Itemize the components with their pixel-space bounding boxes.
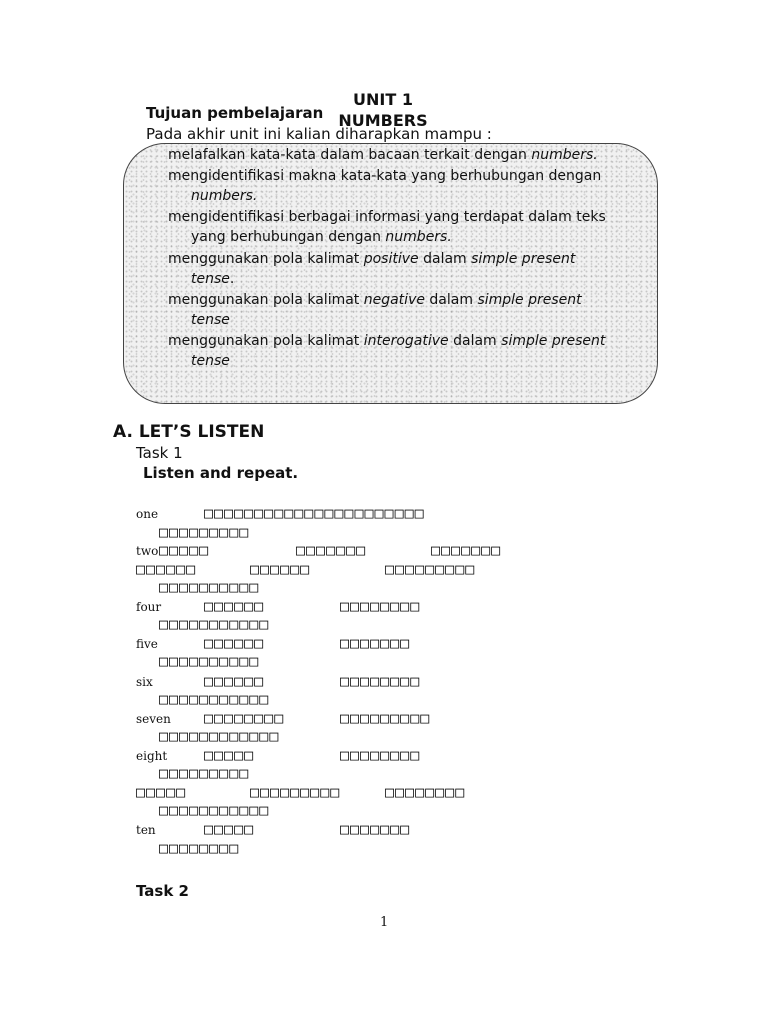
goal-item — [168, 331, 605, 371]
goal-text: dalam — [424, 292, 478, 308]
glyph-group: □□□□□□□□□□□ — [159, 801, 270, 819]
glyph-group: □□□□□□□ — [296, 541, 367, 559]
glyph-group: □□□□□□□□□ — [159, 523, 250, 541]
glyph-group: □□□□□□□□ — [159, 839, 240, 857]
goal-text: menggunakan pola kalimat — [168, 292, 364, 308]
glyph-group: □□□□□ — [204, 820, 255, 838]
glyph-group: □□□□□□ — [204, 672, 265, 690]
goal-term: negative — [363, 292, 425, 308]
glyph-group: □□□□□□□□□□□ — [159, 690, 270, 708]
page-number: 1 — [380, 915, 389, 930]
number-label-six: six — [136, 675, 153, 689]
glyph-group: □□□□□□□□□ — [159, 764, 250, 782]
goal-term: simple present — [501, 333, 606, 349]
goal-continuation — [168, 227, 606, 247]
glyph-group: □□□□□□□□ — [385, 783, 466, 801]
glyph-group: □□□□□□□ — [431, 541, 502, 559]
goal-text: dalam — [448, 333, 502, 349]
glyph-group: □□□□□□ — [136, 560, 197, 578]
goal-text: menggunakan pola kalimat — [168, 333, 364, 349]
goal-term: simple present — [477, 292, 582, 308]
section-title: A. LET’S LISTEN — [113, 422, 265, 442]
objective-heading: Tujuan pembelajaran — [146, 104, 324, 122]
glyph-group: □□□□□□□□ — [340, 746, 421, 764]
goal-item — [168, 207, 606, 247]
goal-term: tense — [191, 353, 230, 369]
number-label-two: two — [136, 544, 159, 558]
glyph-group: □□□□□□□□□□□□□□□□□□□□□□ — [204, 504, 425, 522]
glyph-group: □□□□□□□ — [340, 820, 411, 838]
objective-intro: Pada akhir unit ini kalian diharapkan mampu : — [146, 125, 492, 143]
glyph-group: □□□□□□□□□□ — [159, 578, 260, 596]
goal-text: . — [229, 271, 235, 287]
glyph-group: □□□□□□□□□ — [385, 560, 476, 578]
number-label-four: four — [136, 600, 162, 614]
glyph-group: □□□□□ — [204, 746, 255, 764]
goal-text: dalam — [418, 251, 472, 267]
goal-item — [168, 145, 598, 165]
goal-text: mengidentifikasi makna kata-kata yang berhubungan dengan — [168, 168, 602, 184]
goal-text: menggunakan pola kalimat — [168, 251, 364, 267]
goal-term: numbers. — [531, 147, 598, 163]
unit-number: UNIT 1 — [353, 90, 413, 109]
task-1-instruction: Listen and repeat. — [143, 464, 299, 482]
goal-term: tense — [191, 312, 230, 328]
goal-term: positive — [363, 251, 419, 267]
number-label-one: one — [136, 507, 159, 521]
glyph-group: □□□□□□ — [250, 560, 311, 578]
goal-term: simple present — [471, 251, 576, 267]
goal-term: numbers. — [191, 188, 258, 204]
number-label-seven: seven — [136, 712, 171, 726]
number-label-eight: eight — [136, 749, 168, 763]
glyph-group: □□□□□□□□□□□□ — [159, 727, 280, 745]
goal-term: interogative — [363, 333, 449, 349]
goal-item — [168, 249, 575, 289]
goal-term: tense — [191, 271, 230, 287]
glyph-group: □□□□□ — [159, 541, 210, 559]
glyph-group: □□□□□□ — [204, 634, 265, 652]
goal-term: numbers. — [385, 229, 452, 245]
glyph-group: □□□□□□□□□ — [250, 783, 341, 801]
goal-continuation — [168, 269, 575, 289]
glyph-group: □□□□□□□□ — [340, 672, 421, 690]
task-1-heading: Task 1 — [136, 444, 183, 462]
goal-item — [168, 290, 582, 330]
number-label-five: five — [136, 637, 158, 651]
goal-item — [168, 166, 601, 206]
glyph-group: □□□□□□□□□□ — [159, 652, 260, 670]
goal-text: mengidentifikasi berbagai informasi yang terdapat dalam teks — [168, 209, 606, 225]
task-2-heading: Task 2 — [136, 882, 189, 900]
glyph-group: □□□□□□□□□ — [340, 709, 431, 727]
glyph-group: □□□□□□□ — [340, 634, 411, 652]
goal-text: yang berhubungan dengan — [191, 229, 386, 245]
glyph-group: □□□□□□□□ — [340, 597, 421, 615]
glyph-group: □□□□□□□□ — [204, 709, 285, 727]
glyph-group: □□□□□ — [136, 783, 187, 801]
unit-title: NUMBERS — [338, 111, 428, 130]
glyph-group: □□□□□□ — [204, 597, 265, 615]
number-label-ten: ten — [136, 823, 156, 837]
glyph-group: □□□□□□□□□□□ — [159, 615, 270, 633]
goal-text: melafalkan kata-kata dalam bacaan terkait dengan — [168, 147, 532, 163]
